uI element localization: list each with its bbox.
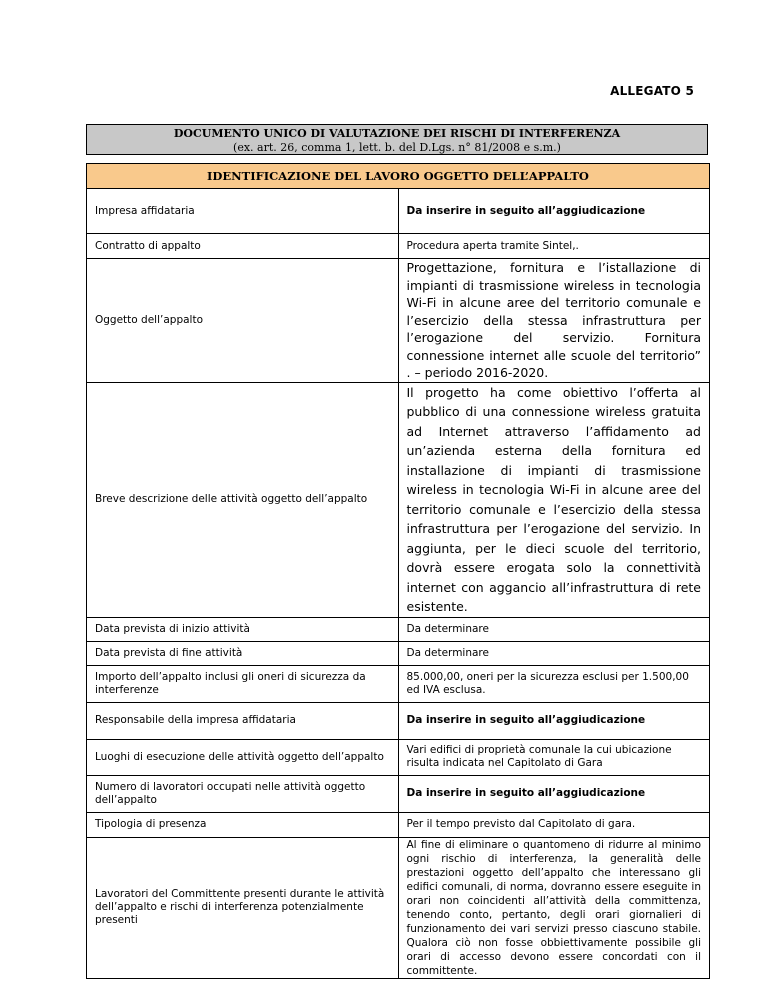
row-value: Per il tempo previsto dal Capitolato di gara. (398, 812, 710, 837)
section-header: IDENTIFICAZIONE DEL LAVORO OGGETTO DELL’APPALTO (87, 164, 710, 189)
document-subtitle: (ex. art. 26, comma 1, lett. b. del D.Lgs. n° 81/2008 e s.m.) (233, 141, 561, 154)
row-label: Data prevista di fine attività (87, 641, 399, 665)
table-row (87, 617, 710, 641)
row-label: Contratto di appalto (87, 234, 399, 259)
table-row (87, 189, 710, 234)
table-row (87, 702, 710, 739)
row-value: Da inserire in seguito all’aggiudicazione (398, 702, 710, 739)
row-label: Impresa affidataria (87, 189, 399, 234)
row-value: Procedura aperta tramite Sintel,. (398, 234, 710, 259)
table-row (87, 739, 710, 775)
table-row (87, 382, 710, 617)
document-title-box (86, 124, 708, 155)
table-row (87, 234, 710, 259)
row-label: Tipologia di presenza (87, 812, 399, 837)
row-value: Da inserire in seguito all’aggiudicazione (398, 189, 710, 234)
row-value: Vari edifici di proprietà comunale la cui ubicazione risulta indicata nel Capitolato di Gara (398, 739, 710, 775)
table-row (87, 837, 710, 978)
row-value: Il progetto ha come obiettivo l’offerta al pubblico di una connessione wireless gratuita ad Internet attraverso l’affidamento ad un’azienda esterna della fornitura ed installazione di impianti di trasmissione wireless in tecnologia Wi-Fi in alcune aree del territorio comunale e l’esercizio della stessa infrastruttura per l’erogazione del servizio. In aggiunta, per le dieci scuole del territorio, dovrà essere erogata solo la connettività internet con aggancio all’infrastruttura di rete esistente. (398, 382, 710, 617)
identification-table (86, 163, 710, 979)
row-label: Lavoratori del Committente presenti durante le attività dell’appalto e rischi di interferenza potenzialmente presenti (87, 837, 399, 978)
row-label: Data prevista di inizio attività (87, 617, 399, 641)
attachment-number: ALLEGATO 5 (610, 84, 694, 98)
table-row (87, 775, 710, 812)
document-title: DOCUMENTO UNICO DI VALUTAZIONE DEI RISCHI DI INTERFERENZA (173, 127, 621, 140)
table-row (87, 665, 710, 702)
table-row (87, 641, 710, 665)
row-label: Responsabile della impresa affidataria (87, 702, 399, 739)
row-value: Da inserire in seguito all’aggiudicazione (398, 775, 710, 812)
row-label: Oggetto dell’appalto (87, 259, 399, 383)
table-row (87, 812, 710, 837)
row-value: Progettazione, fornitura e l’istallazione di impianti di trasmissione wireless in tecnologia Wi-Fi in alcune aree del territorio comunale e l’esercizio della stessa infrastruttura per l’erogazione del servizio. Fornitura connessione internet alle scuole del territorio” . – periodo 2016-2020. (398, 259, 710, 383)
row-value: Da determinare (398, 617, 710, 641)
table-header-row (87, 164, 710, 189)
row-label: Importo dell’appalto inclusi gli oneri di sicurezza da interferenze (87, 665, 399, 702)
row-value: Da determinare (398, 641, 710, 665)
table-row (87, 259, 710, 383)
row-label: Luoghi di esecuzione delle attività oggetto dell’appalto (87, 739, 399, 775)
row-value: 85.000,00, oneri per la sicurezza esclusi per 1.500,00 ed IVA esclusa. (398, 665, 710, 702)
row-label: Numero di lavoratori occupati nelle attività oggetto dell’appalto (87, 775, 399, 812)
row-label: Breve descrizione delle attività oggetto dell’appalto (87, 382, 399, 617)
row-value: Al fine di eliminare o quantomeno di ridurre al minimo ogni rischio di interferenza, la generalità delle prestazioni oggetto dell’appalto che interessano gli edifici comunali, di norma, dovranno essere eseguite in orari non coincidenti all’attività della committenza, tenendo conto, pertanto, degli orari giornalieri di funzionamento dei vari servizi presso ciascuno stabile. Qualora ciò non fosse obbiettivamente possibile gli orari di accesso devono essere concordati con il committente. (398, 837, 710, 978)
